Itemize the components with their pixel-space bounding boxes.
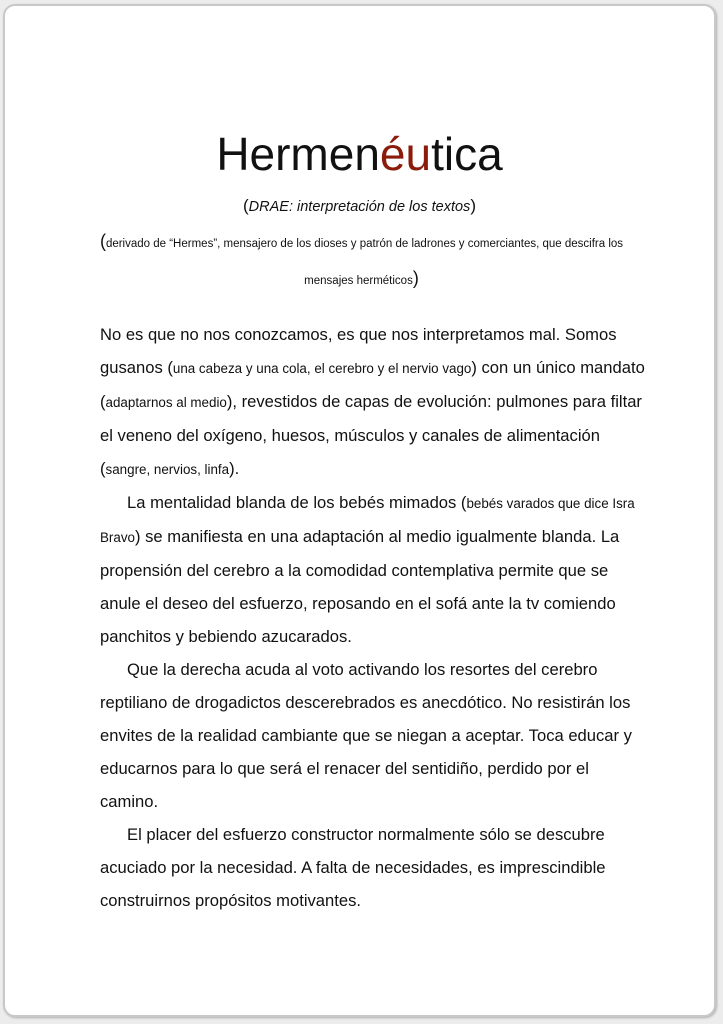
title-part-2: tica: [431, 128, 503, 180]
paragraph-text: No es que no nos conozcamos, es que nos interpretamos mal. Somos gusanos (: [100, 325, 617, 377]
subtitle-open-paren: (: [243, 196, 249, 215]
parenthetical-text: bebés varados que dice Isra Bravo: [100, 496, 635, 545]
note-text: derivado de “Hermes”, mensajero de los dioses y patrón de ladrones y comerciantes, que descifra los mensajes herméticos: [105, 238, 624, 287]
paragraph-text: ) con un único mandato (: [100, 358, 645, 411]
paragraph-text: ) se manifiesta en una adaptación al medio igualmente blanda. La propensión del cerebro a la comodidad contemplativa permite que se anule el deseo del esfuerzo, reposando en el sofá ante la tv comiendo panchitos y bebiendo azucarados.: [100, 527, 620, 646]
body-paragraph: [100, 318, 645, 486]
body-paragraph: [100, 818, 645, 917]
document-page: [3, 4, 716, 1017]
paragraph-text: ).: [229, 459, 240, 478]
subtitle-text: DRAE: interpretación de los textos: [248, 199, 471, 215]
paragraph-text: La mentalidad blanda de los bebés mimados (: [127, 493, 467, 512]
document-body: [100, 318, 645, 917]
title-accent: éu: [379, 128, 432, 180]
parenthetical-text: adaptarnos al medio: [105, 395, 227, 410]
paragraph-text: ), revestidos de capas de evolución: pulmones para filtar el veneno del oxígeno, huesos, músculos y canales de alimentación (: [100, 392, 642, 478]
paragraph-text: Que la derecha acuda al voto activando los resortes del cerebro reptiliano de drogadictos descerebrados es anecdótico. No resistirán los envites de la realidad cambiante que se niegan a aceptar. Toca educar y educarnos para lo que será el renacer del sentidiño, perdido por el camino.: [100, 660, 632, 811]
subtitle-close-paren: ): [470, 196, 476, 215]
document-title: [5, 124, 714, 184]
body-paragraph: [100, 653, 645, 818]
note-close-paren: ): [412, 268, 419, 288]
note-open-paren: (: [99, 231, 106, 251]
parenthetical-text: una cabeza y una cola, el cerebro y el nervio vago: [172, 361, 472, 376]
body-paragraph: [100, 486, 645, 653]
definition-subtitle: [5, 194, 714, 219]
paragraph-text: El placer del esfuerzo constructor normalmente sólo se descubre acuciado por la necesidad. A falta de necesidades, es imprescindible construirnos propósitos motivantes.: [100, 825, 606, 910]
title-part-1: Hermen: [216, 128, 380, 180]
parenthetical-text: sangre, nervios, linfa: [105, 462, 230, 477]
etymology-note: [97, 224, 626, 298]
